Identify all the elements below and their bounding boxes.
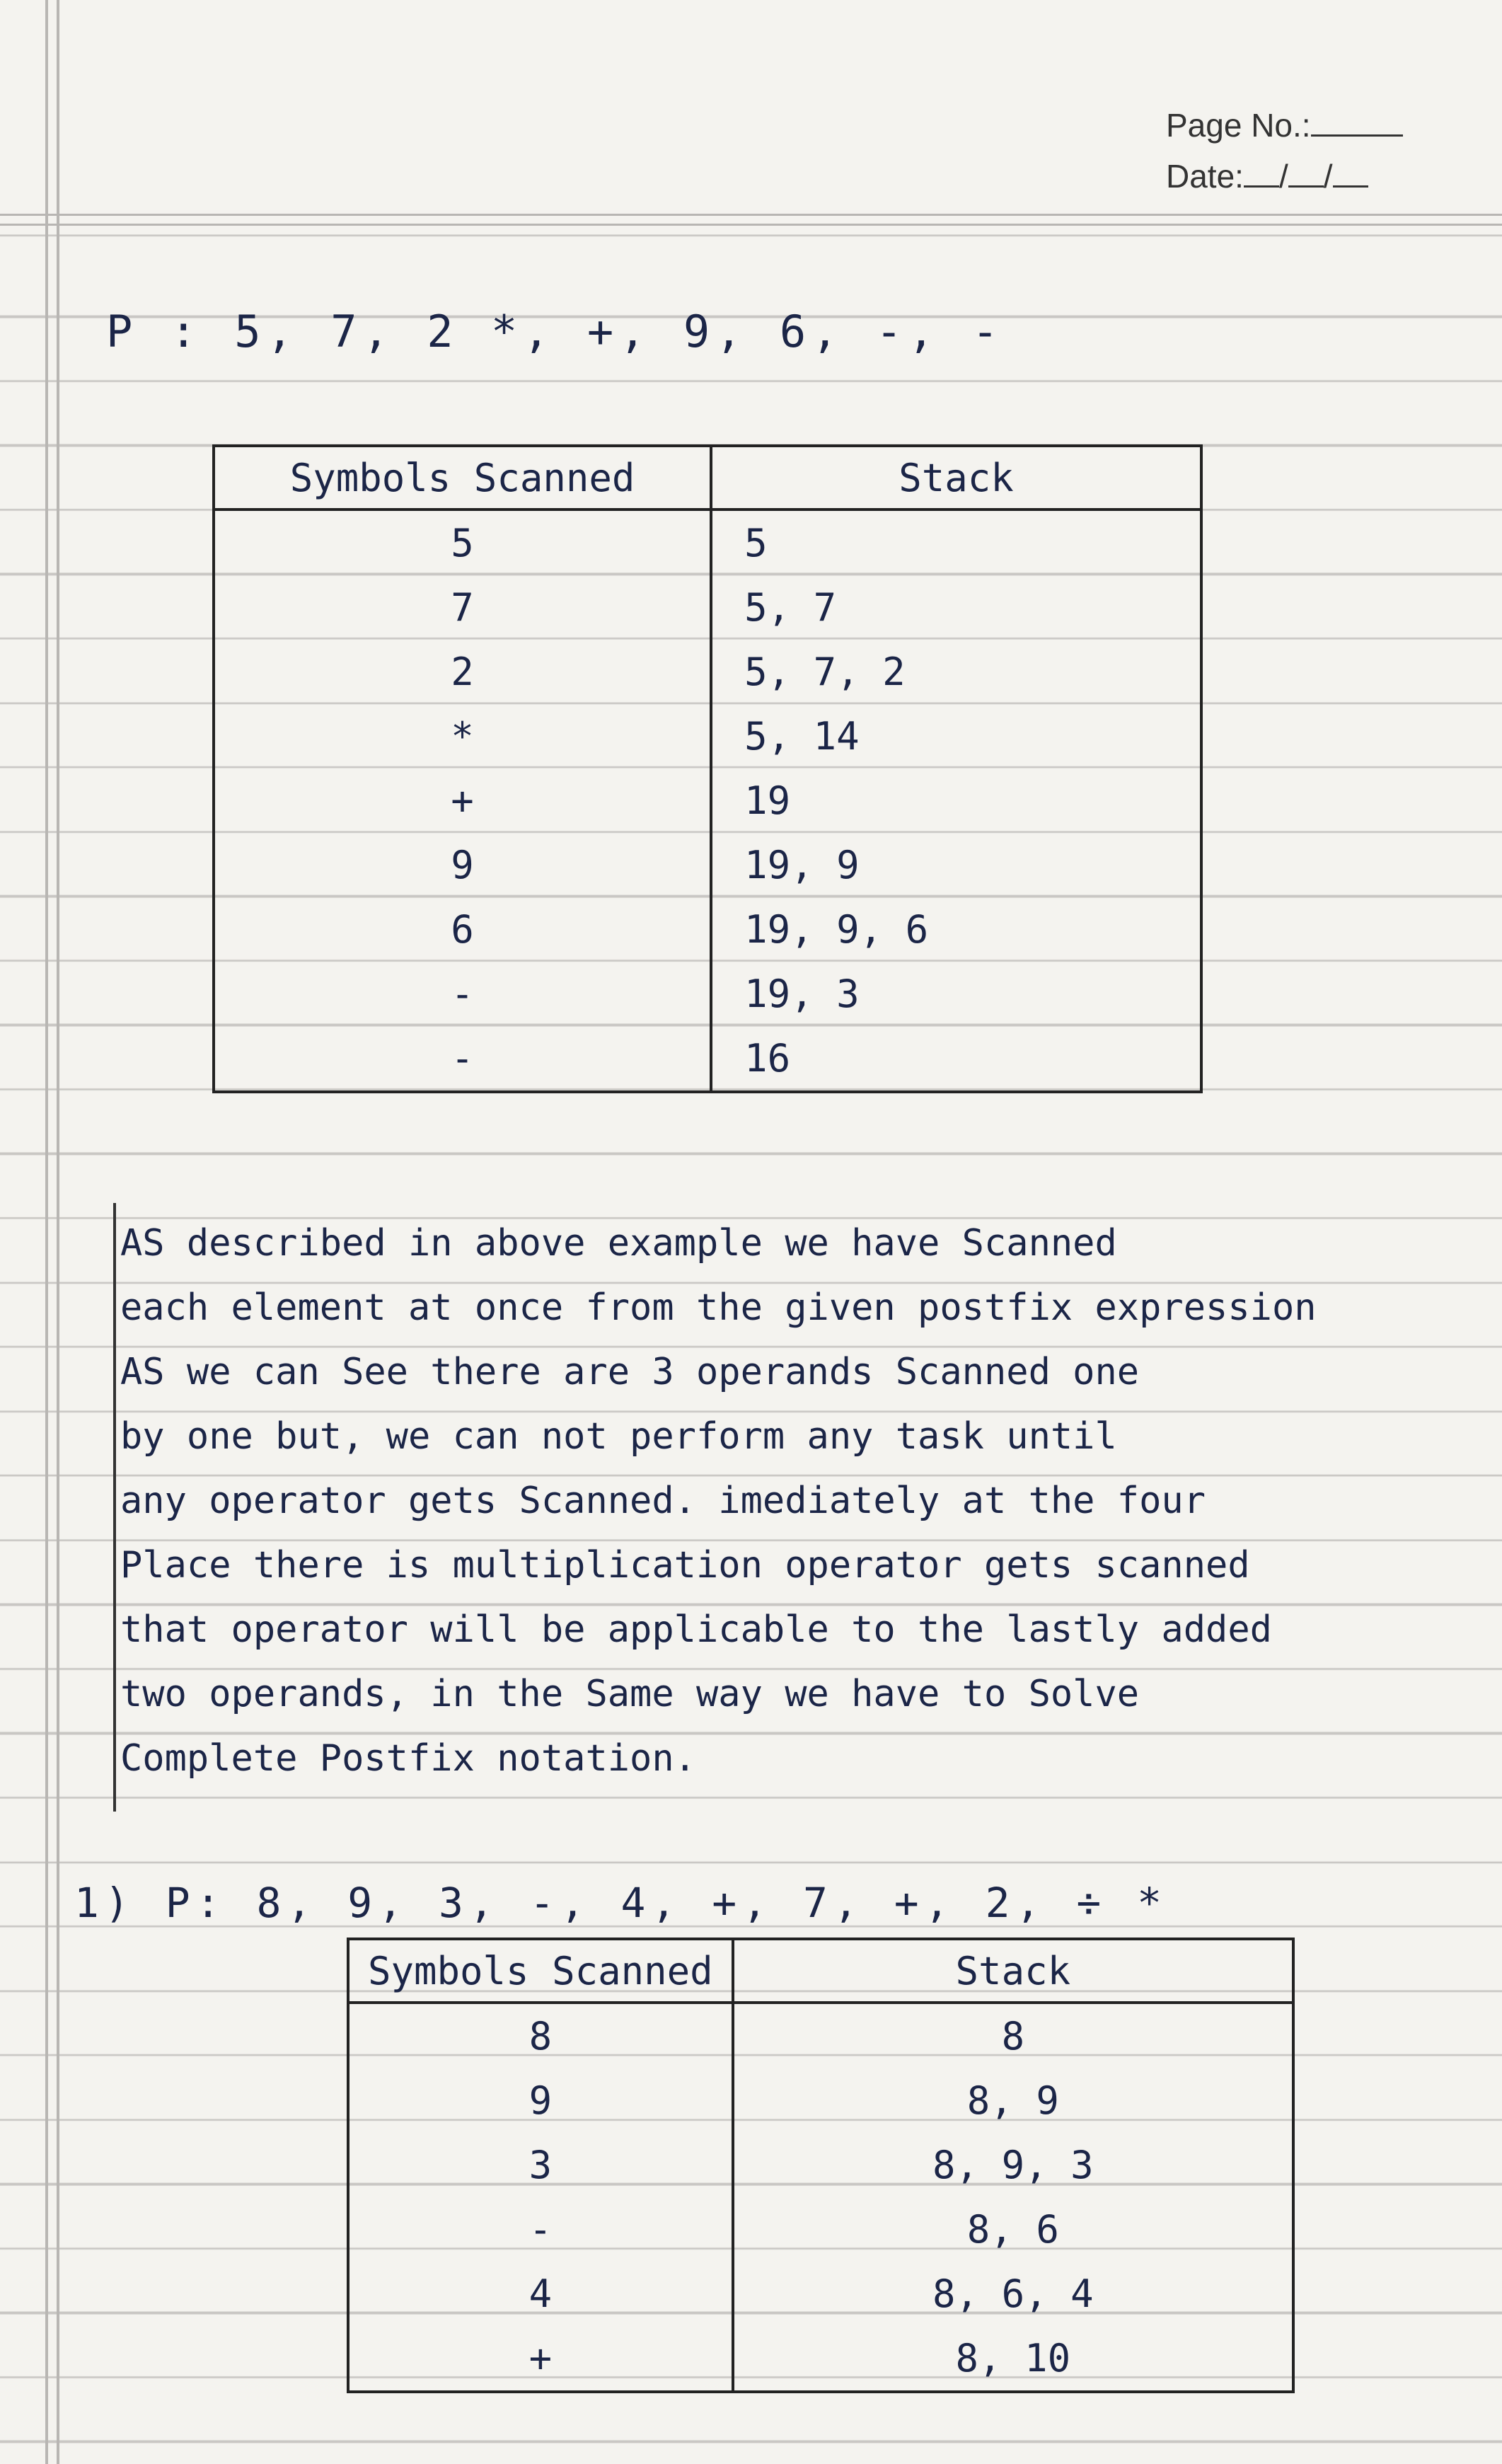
postfix-expression-2: 1) P: 8, 9, 3, -, 4, +, 7, +, 2, ÷ * — [74, 1879, 1168, 1927]
symbol-cell: 4 — [348, 2262, 733, 2326]
explanation-line: two operands, in the Same way we have to Solve — [120, 1673, 1140, 1715]
postfix-expression-1: P : 5, 7, 2 *, +, 9, 6, -, - — [106, 306, 1005, 357]
header-rule — [0, 214, 1502, 216]
trace-table-1 — [212, 444, 1203, 1093]
symbol-cell: 3 — [348, 2133, 733, 2197]
stack-cell: 8, 6, 4 — [733, 2262, 1293, 2326]
date-day-blank — [1244, 160, 1279, 188]
symbol-cell: - — [214, 962, 711, 1026]
symbol-cell: 8 — [348, 2003, 733, 2068]
explanation-line: by one but, we can not perform any task until — [120, 1415, 1117, 1458]
symbol-cell: + — [214, 768, 711, 833]
symbol-cell: 6 — [214, 897, 711, 962]
table-row — [214, 510, 1201, 575]
margin-line — [57, 0, 59, 2464]
column-header-symbols: Symbols Scanned — [348, 1939, 733, 2003]
table-row — [348, 2068, 1293, 2133]
page-no-blank — [1311, 109, 1403, 137]
table-header-row — [348, 1939, 1293, 2003]
date-label: Date: — [1166, 158, 1244, 195]
date-field: Date: / / — [1166, 157, 1368, 195]
table-row — [348, 2326, 1293, 2392]
page-no-label: Page No.: — [1166, 107, 1311, 144]
table-row — [348, 2197, 1293, 2262]
stack-cell: 5, 14 — [711, 704, 1201, 768]
column-header-stack: Stack — [733, 1939, 1293, 2003]
column-header-symbols: Symbols Scanned — [214, 446, 711, 510]
explanation-line: Place there is multiplication operator gets scanned — [120, 1544, 1250, 1587]
table-row — [348, 2262, 1293, 2326]
date-year-blank — [1333, 160, 1368, 188]
stack-cell: 5 — [711, 510, 1201, 575]
stack-cell: 19 — [711, 768, 1201, 833]
symbol-cell: - — [348, 2197, 733, 2262]
stack-cell: 5, 7, 2 — [711, 640, 1201, 704]
symbol-cell: 9 — [348, 2068, 733, 2133]
explanation-line: any operator gets Scanned. imediately at the four — [120, 1480, 1206, 1522]
table-row — [348, 2003, 1293, 2068]
stack-cell: 8, 10 — [733, 2326, 1293, 2392]
symbol-cell: - — [214, 1026, 711, 1092]
table-row — [214, 1026, 1201, 1092]
page-no-field — [1166, 106, 1403, 144]
explanation-line: AS described in above example we have Scanned — [120, 1222, 1117, 1265]
table-header-row — [214, 446, 1201, 510]
symbol-cell: 9 — [214, 833, 711, 897]
explanation-line: each element at once from the given postfix expression — [120, 1286, 1317, 1329]
stack-cell: 16 — [711, 1026, 1201, 1092]
header-rule — [0, 224, 1502, 226]
table-row — [214, 768, 1201, 833]
stack-cell: 8, 9, 3 — [733, 2133, 1293, 2197]
table-row — [348, 2133, 1293, 2197]
table-row — [214, 704, 1201, 768]
column-header-stack: Stack — [711, 446, 1201, 510]
table-row — [214, 575, 1201, 640]
margin-line — [45, 0, 48, 2464]
table-row — [214, 962, 1201, 1026]
stack-cell: 8, 9 — [733, 2068, 1293, 2133]
stack-cell: 5, 7 — [711, 575, 1201, 640]
explanation-line: AS we can See there are 3 operands Scanned one — [120, 1351, 1140, 1393]
date-month-blank — [1288, 160, 1324, 188]
symbol-cell: + — [348, 2326, 733, 2392]
explanation-line: Complete Postfix notation. — [120, 1737, 696, 1780]
symbol-cell: * — [214, 704, 711, 768]
trace-table-2 — [347, 1938, 1295, 2393]
symbol-cell: 7 — [214, 575, 711, 640]
symbol-cell: 5 — [214, 510, 711, 575]
stack-cell: 8 — [733, 2003, 1293, 2068]
stack-cell: 19, 3 — [711, 962, 1201, 1026]
stack-cell: 19, 9, 6 — [711, 897, 1201, 962]
stack-cell: 8, 6 — [733, 2197, 1293, 2262]
symbol-cell: 2 — [214, 640, 711, 704]
table-row — [214, 897, 1201, 962]
stack-cell: 19, 9 — [711, 833, 1201, 897]
table-row — [214, 640, 1201, 704]
table-row — [214, 833, 1201, 897]
explanation-line: that operator will be applicable to the lastly added — [120, 1608, 1272, 1651]
